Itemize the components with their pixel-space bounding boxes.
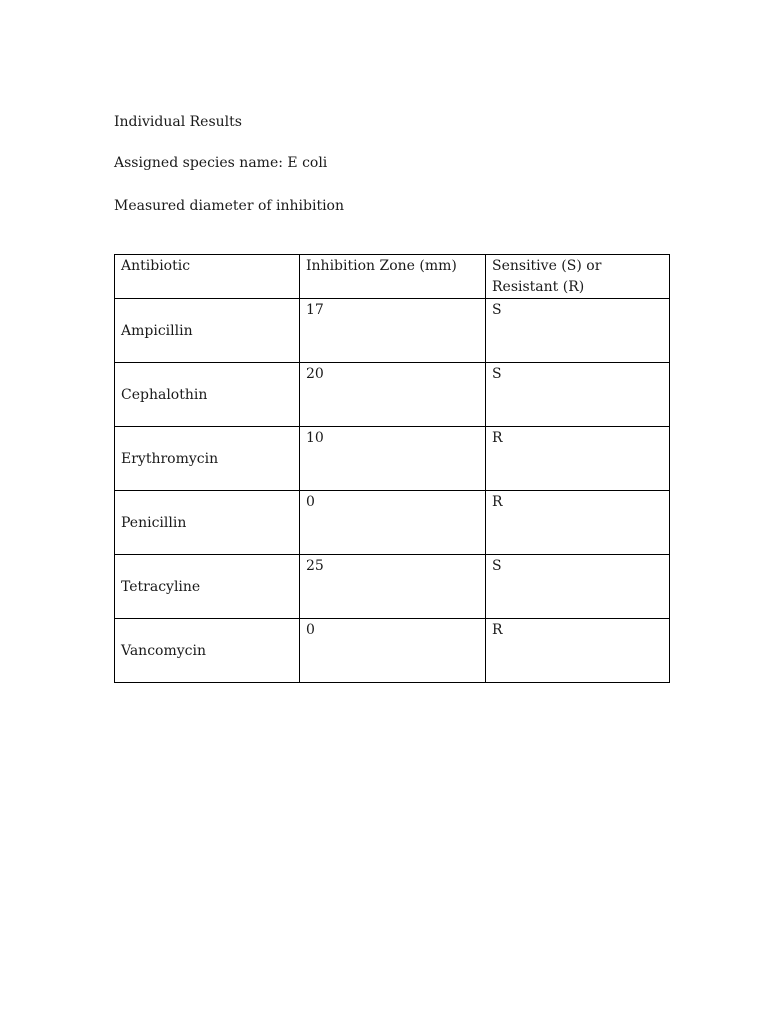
- zone-cell: 20: [300, 363, 486, 427]
- document-title: Individual Results: [114, 114, 242, 130]
- header-antibiotic: Antibiotic: [115, 255, 300, 299]
- result-cell: R: [486, 427, 670, 491]
- antibiotic-cell: Tetracyline: [115, 555, 300, 619]
- table-row: [115, 619, 670, 683]
- antibiotic-cell: Cephalothin: [115, 363, 300, 427]
- results-table: [114, 254, 670, 683]
- result-cell: S: [486, 363, 670, 427]
- result-cell: R: [486, 491, 670, 555]
- zone-cell: 25: [300, 555, 486, 619]
- result-cell: S: [486, 555, 670, 619]
- table-row: [115, 491, 670, 555]
- table-row: [115, 427, 670, 491]
- zone-cell: 0: [300, 491, 486, 555]
- species-line: Assigned species name: E coli: [114, 155, 328, 171]
- header-sensitivity: Sensitive (S) or Resistant (R): [486, 255, 670, 299]
- antibiotic-cell: Penicillin: [115, 491, 300, 555]
- zone-cell: 17: [300, 299, 486, 363]
- result-cell: R: [486, 619, 670, 683]
- table-row: [115, 299, 670, 363]
- result-cell: S: [486, 299, 670, 363]
- measured-line: Measured diameter of inhibition: [114, 198, 344, 214]
- antibiotic-cell: Ampicillin: [115, 299, 300, 363]
- antibiotic-cell: Vancomycin: [115, 619, 300, 683]
- table-row: [115, 555, 670, 619]
- zone-cell: 0: [300, 619, 486, 683]
- antibiotic-cell: Erythromycin: [115, 427, 300, 491]
- header-inhibition-zone: Inhibition Zone (mm): [300, 255, 486, 299]
- table-header-row: [115, 255, 670, 299]
- table-row: [115, 363, 670, 427]
- zone-cell: 10: [300, 427, 486, 491]
